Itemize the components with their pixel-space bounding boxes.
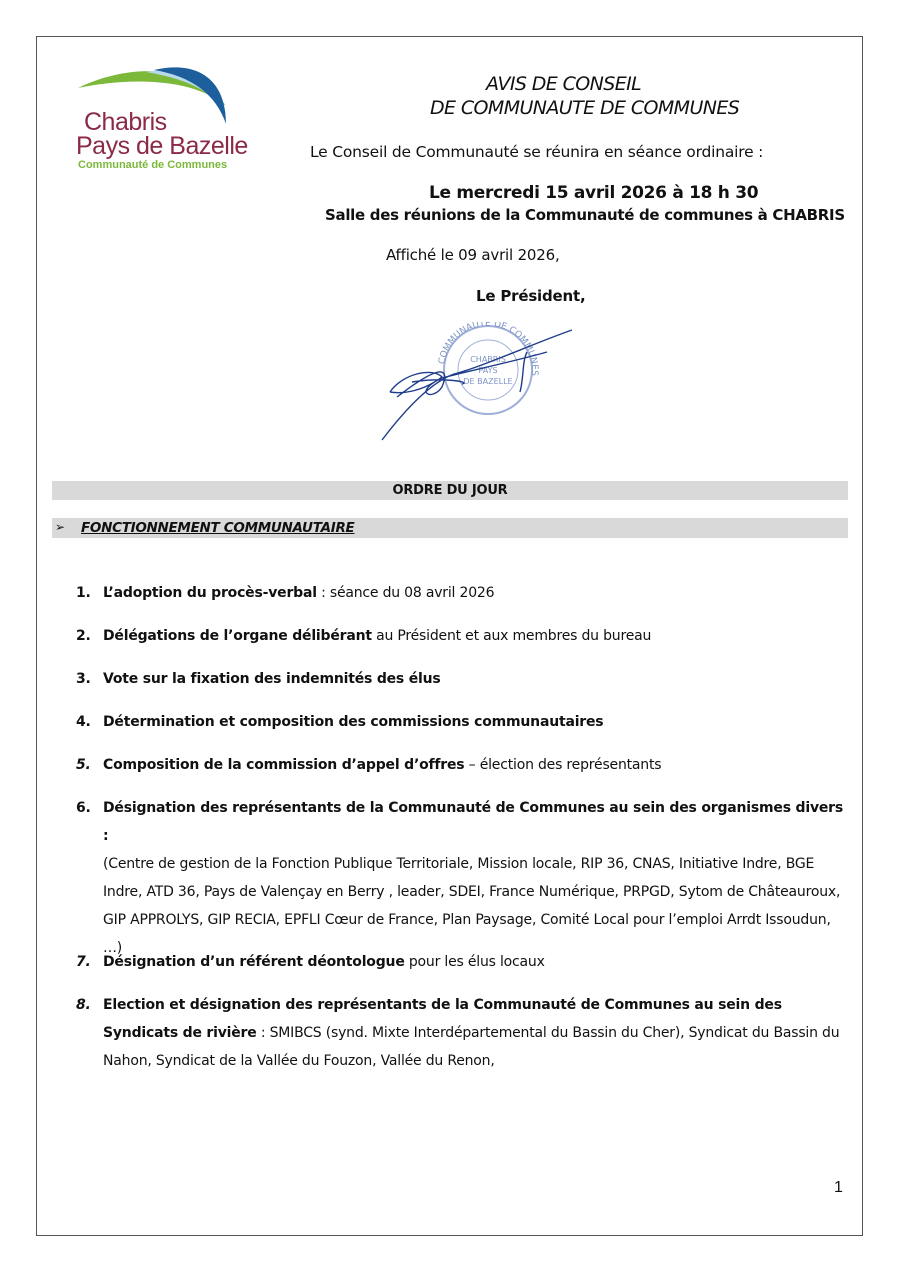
item-number: 1. xyxy=(76,585,91,601)
meeting-date: Le mercredi 15 avril 2026 à 18 h 30 xyxy=(429,183,759,203)
logo-text-chabris: Chabris xyxy=(84,108,167,136)
stamp-center-3: DE BAZELLE xyxy=(463,377,513,386)
item-title: Détermination et composition des commissions communautaires xyxy=(103,714,604,730)
convocation-text: Le Conseil de Communauté se réunira en séance ordinaire : xyxy=(310,143,764,161)
item-detail: – élection des représentants xyxy=(464,757,662,773)
president-label: Le Président, xyxy=(476,287,586,305)
item-title: Délégations de l’organe délibérant xyxy=(103,628,372,644)
stamp-center-1: CHABRIS xyxy=(470,355,506,364)
item-number: 6. xyxy=(76,800,91,816)
item-detail: au Président et aux membres du bureau xyxy=(371,628,652,644)
item-number: 4. xyxy=(76,714,91,730)
posted-date: Affiché le 09 avril 2026, xyxy=(386,246,560,264)
signature-stamp xyxy=(372,322,587,447)
item-title: Désignation des représentants de la Communauté de Communes au sein des organismes divers : xyxy=(103,800,843,844)
section-heading: FONCTIONNEMENT COMMUNAUTAIRE xyxy=(81,520,355,536)
title-line-1: AVIS DE CONSEIL xyxy=(486,73,642,95)
item-title: Désignation d’un référent déontologue xyxy=(103,954,405,970)
official-stamp-icon xyxy=(372,322,587,447)
stamp-ring-text: COMMUNAUTE DE COMMUNES xyxy=(437,322,540,377)
item-title: Composition de la commission d’appel d’offres xyxy=(103,757,465,773)
item-title: Vote sur la fixation des indemnités des élus xyxy=(103,671,441,687)
item-title: Election et désignation des représentants de la Communauté de Communes au sein des Syndicats de rivière xyxy=(103,997,782,1041)
item-number: 7. xyxy=(76,954,91,970)
item-number: 8. xyxy=(76,997,91,1013)
item-number: 2. xyxy=(76,628,91,644)
item-detail: : SMIBCS (synd. Mixte Interdépartemental du Bassin du Cher), Syndicat du Bassin du Nahon, Syndicat de la Vallée du Fouzon, Vallée du Renon, xyxy=(103,1025,840,1069)
stamp-center-2: PAYS xyxy=(478,366,498,375)
logo-text-communaute: Communauté de Communes xyxy=(78,159,228,171)
ordre-du-jour-bar xyxy=(52,481,848,500)
logo-text-pays: Pays de Bazelle xyxy=(76,132,248,160)
title-line-2: DE COMMUNAUTE DE COMMUNES xyxy=(430,97,740,119)
item-title: L’adoption du procès-verbal xyxy=(103,585,317,601)
page-number: 1 xyxy=(834,1179,843,1196)
item-detail: : séance du 08 avril 2026 xyxy=(316,585,495,601)
ordre-du-jour-heading: ORDRE DU JOUR xyxy=(392,483,508,498)
arrow-bullet-icon: ➢ xyxy=(55,520,66,534)
item-number: 5. xyxy=(76,757,91,773)
section-bar xyxy=(52,518,848,538)
item-number: 3. xyxy=(76,671,91,687)
item-detail: (Centre de gestion de la Fonction Publique Territoriale, Mission locale, RIP 36, CNAS, Initiative Indre, BGE Indre, ATD 36, Pays de Valençay en Berry , leader, SDEI, France Numérique, PRPGD, Sytom de Châteauroux, GIP APPROLYS, GIP RECIA, EPFLI Cœur de France, Plan Paysage, Comité Local pour l’emploi Arrdt Issoudun, …) xyxy=(103,856,841,956)
meeting-location: Salle des réunions de la Communauté de communes à CHABRIS xyxy=(325,206,845,224)
logo xyxy=(76,66,251,176)
item-detail: pour les élus locaux xyxy=(404,954,545,970)
